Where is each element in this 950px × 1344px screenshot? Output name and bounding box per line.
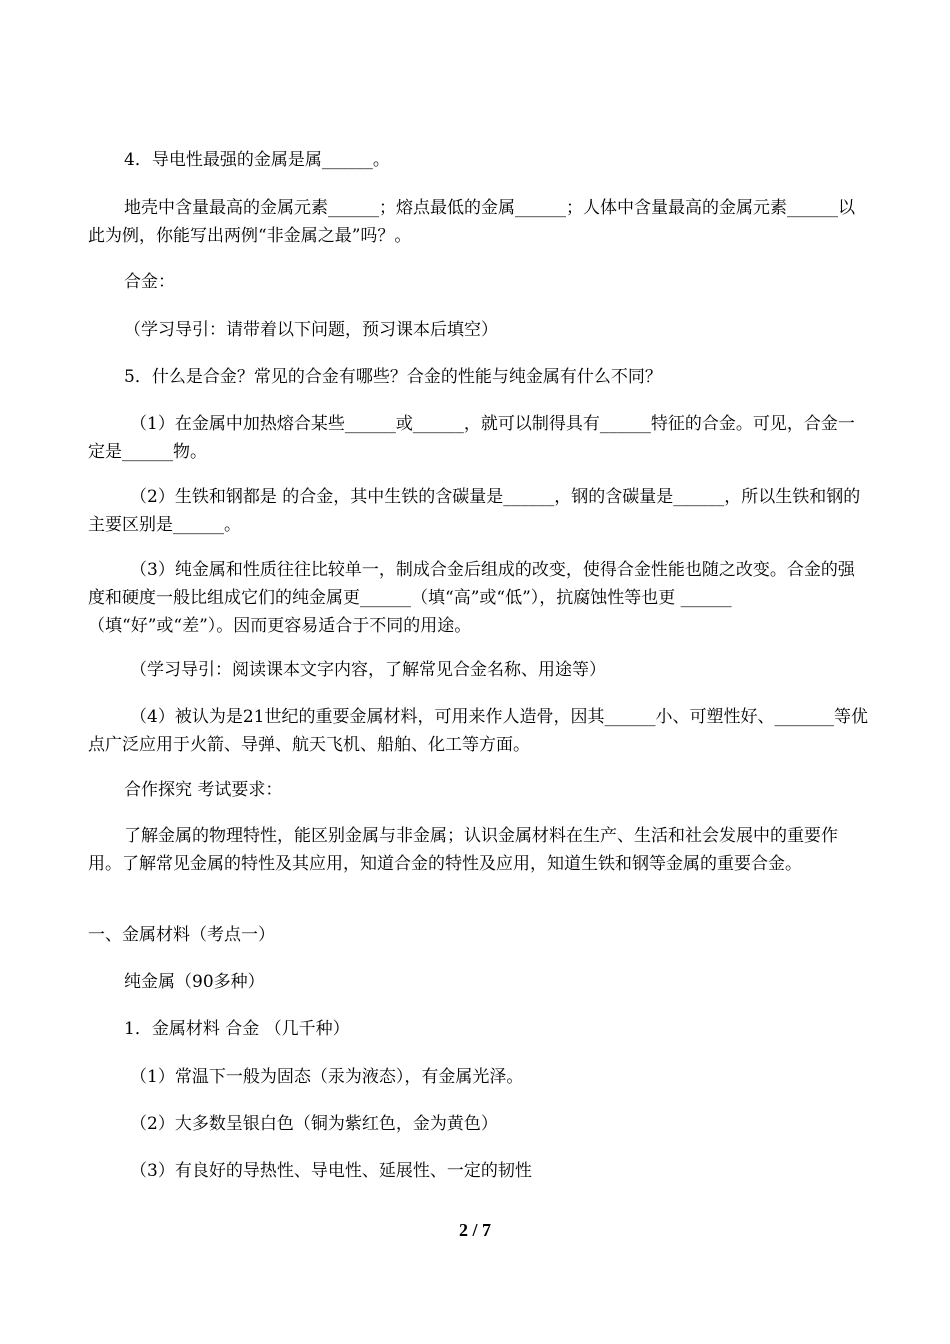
alloy-item-4: （4）被认为是21世纪的重要金属材料，可用来作人造骨，因其______小、可塑性好、_______等优点广泛应用于火箭、导弹、航天飞机、船舶、化工等方面。 xyxy=(88,707,868,755)
exam-requirements-paragraph: 了解金属的物理特性，能区别金属与非金属；认识金属材料在生产、生活和社会发展中的重要作用。了解常见金属的特性及其应用，知道合金的特性及应用，知道生铁和钢等金属的重要合金。 xyxy=(88,826,838,874)
property-item-2: （2）大多数呈银白色（铜为紫红色，金为黄色） xyxy=(130,1114,498,1134)
earth-crust-metal-paragraph: 地壳中含量最高的金属元素______；熔点最低的金属______；人体中含量最高的金属元素______以此为例，你能写出两例“非金属之最”吗？。 xyxy=(88,198,855,246)
page-number: 2 / 7 xyxy=(458,1220,491,1240)
property-item-3: （3）有良好的导热性、导电性、延展性、一定的韧性 xyxy=(130,1161,532,1181)
pure-metal-line: 纯金属（90多种） xyxy=(124,972,265,992)
study-guide-2: （学习导引：阅读课本文字内容，了解常见合金名称、用途等） xyxy=(130,660,606,680)
question-5-paragraph: 5．什么是合金？常见的合金有哪些？合金的性能与纯金属有什么不同？ xyxy=(124,367,662,387)
alloy-item-1: （1）在金属中加热熔合某些______或______，就可以制得具有______特征的合金。可见，合金一定是______物。 xyxy=(88,414,855,462)
alloy-item-2: （2）生铁和钢都是 的合金，其中生铁的含碳量是______，钢的含碳量是______，所以生铁和钢的主要区别是______。 xyxy=(88,487,861,535)
alloy-heading: 合金： xyxy=(124,272,175,292)
metal-materials-line: 1．金属材料 合金 （几千种） xyxy=(124,1019,350,1039)
question-4-paragraph: 4．导电性最强的金属是属______。 xyxy=(124,150,390,170)
cooperative-inquiry-heading: 合作探究 考试要求： xyxy=(124,780,283,800)
alloy-item-3: （3）纯金属和性质往往比较单一，制成合金后组成的改变，使得合金性能也随之改变。合金的强度和硬度一般比组成它们的纯金属更______（填“高”或“低”），抗腐蚀性等也更 ______（填“好”或“差”）。因而更容易适合于不同的用途。 xyxy=(88,560,855,636)
property-item-1: （1）常温下一般为固态（汞为液态），有金属光泽。 xyxy=(130,1067,524,1087)
study-guide-1: （学习导引：请带着以下问题，预习课本后填空） xyxy=(124,320,498,340)
section-1-heading: 一、金属材料（考点一） xyxy=(88,925,275,945)
